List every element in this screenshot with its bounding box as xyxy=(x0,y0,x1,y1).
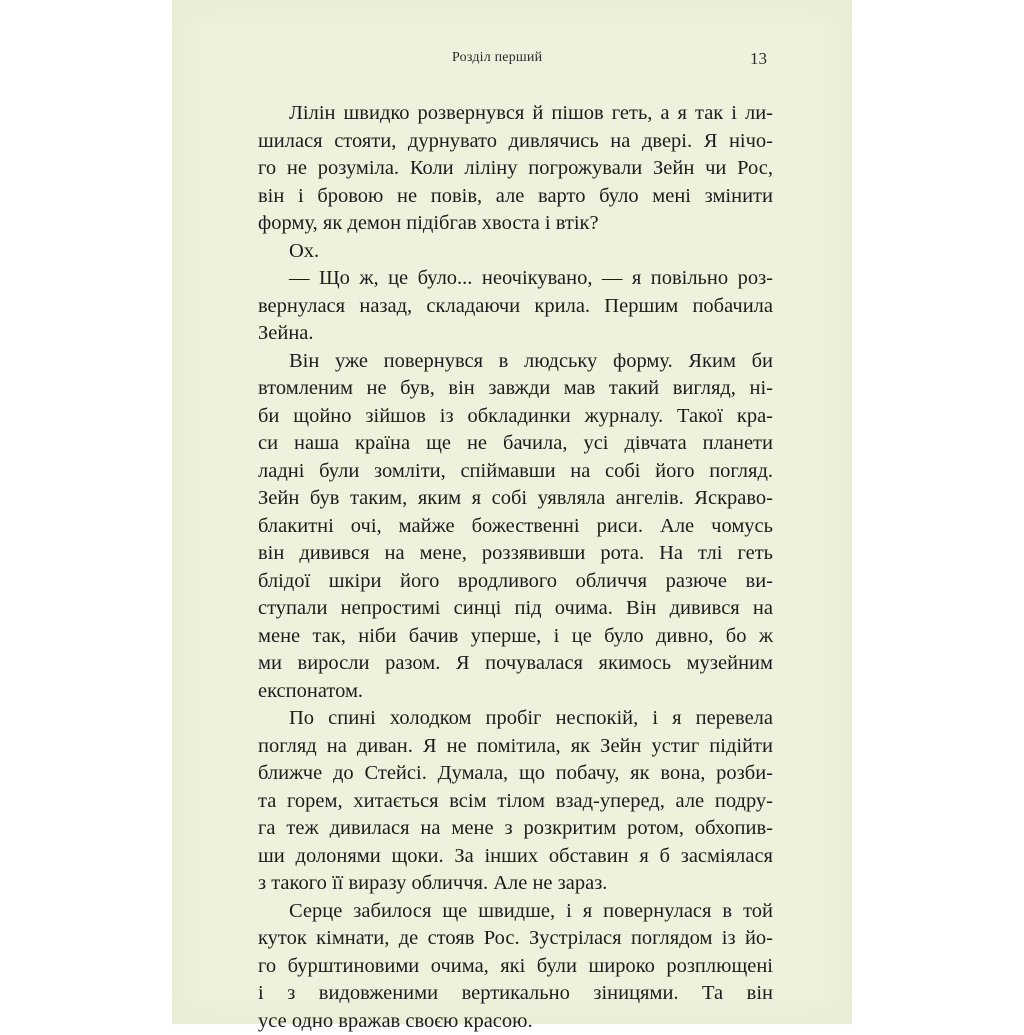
text-line: Зейна. xyxy=(258,320,773,348)
text-line: го бурштиновими очима, які були широко розплющені xyxy=(258,953,773,981)
running-head xyxy=(172,50,852,74)
text-line: він дивився на мене, роззявивши рота. На тлі геть xyxy=(258,540,773,568)
chapter-running-title: Розділ перший xyxy=(452,50,542,66)
text-line: га теж дивилася на мене з розкритим ротом, обхопив- xyxy=(258,815,773,843)
text-line: блакитні очі, майже божественні риси. Але чомусь xyxy=(258,513,773,541)
text-line: ступали непростимі синці під очима. Він дивився на xyxy=(258,595,773,623)
text-line: форму, як демон підібгав хвоста і втік? xyxy=(258,210,773,238)
text-line: погляд на диван. Я не помітила, як Зейн устиг підійти xyxy=(258,733,773,761)
text-line: Ох. xyxy=(258,238,773,266)
text-line: усе одно вражав своєю красою. xyxy=(258,1008,773,1035)
text-line: Серце забилося ще швидше, і я повернулася в той xyxy=(258,898,773,926)
text-line: си наша країна ще не бачила, усі дівчата планети xyxy=(258,430,773,458)
text-line: би щойно зійшов із обкладинки журналу. Такої кра- xyxy=(258,403,773,431)
text-line: блідої шкіри його вродливого обличчя разюче ви- xyxy=(258,568,773,596)
book-page xyxy=(172,0,852,1024)
text-line: — Що ж, це було... неочікувано, — я повільно роз- xyxy=(258,265,773,293)
text-line: та горем, хитається всім тілом взад-уперед, але подру- xyxy=(258,788,773,816)
text-line: втомленим не був, він завжди мав такий вигляд, ні- xyxy=(258,375,773,403)
text-line: го не розуміла. Коли ліліну погрожували Зейн чи Рос, xyxy=(258,155,773,183)
text-line: і з видовженими вертикально зіницями. Та він xyxy=(258,980,773,1008)
text-line: ладні були зомліти, спіймавши на собі його погляд. xyxy=(258,458,773,486)
page-number: 13 xyxy=(750,49,767,69)
text-line: ближче до Стейсі. Думала, що побачу, як вона, розби- xyxy=(258,760,773,788)
text-line: мене так, ніби бачив уперше, і це було дивно, бо ж xyxy=(258,623,773,651)
text-line: По спині холодком пробіг неспокій, і я перевела xyxy=(258,705,773,733)
text-line: Зейн був таким, яким я собі уявляла ангелів. Яскраво- xyxy=(258,485,773,513)
text-line: він і бровою не повів, але варто було мені змінити xyxy=(258,183,773,211)
text-line: експонатом. xyxy=(258,678,773,706)
text-line: Лілін швидко розвернувся й пішов геть, а я так і ли- xyxy=(258,100,773,128)
text-line: з такого її виразу обличчя. Але не зараз. xyxy=(258,870,773,898)
text-line: вернулася назад, складаючи крила. Першим побачила xyxy=(258,293,773,321)
text-line: шилася стояти, дурнувато дивлячись на двері. Я нічо- xyxy=(258,128,773,156)
text-line: ми виросли разом. Я почувалася якимось музейним xyxy=(258,650,773,678)
text-line: ши долонями щоки. За інших обставин я б засміялася xyxy=(258,843,773,871)
text-line: Він уже повернувся в людську форму. Яким би xyxy=(258,348,773,376)
text-line: куток кімнати, де стояв Рос. Зустрілася поглядом із йо- xyxy=(258,925,773,953)
body-text xyxy=(258,100,773,1035)
